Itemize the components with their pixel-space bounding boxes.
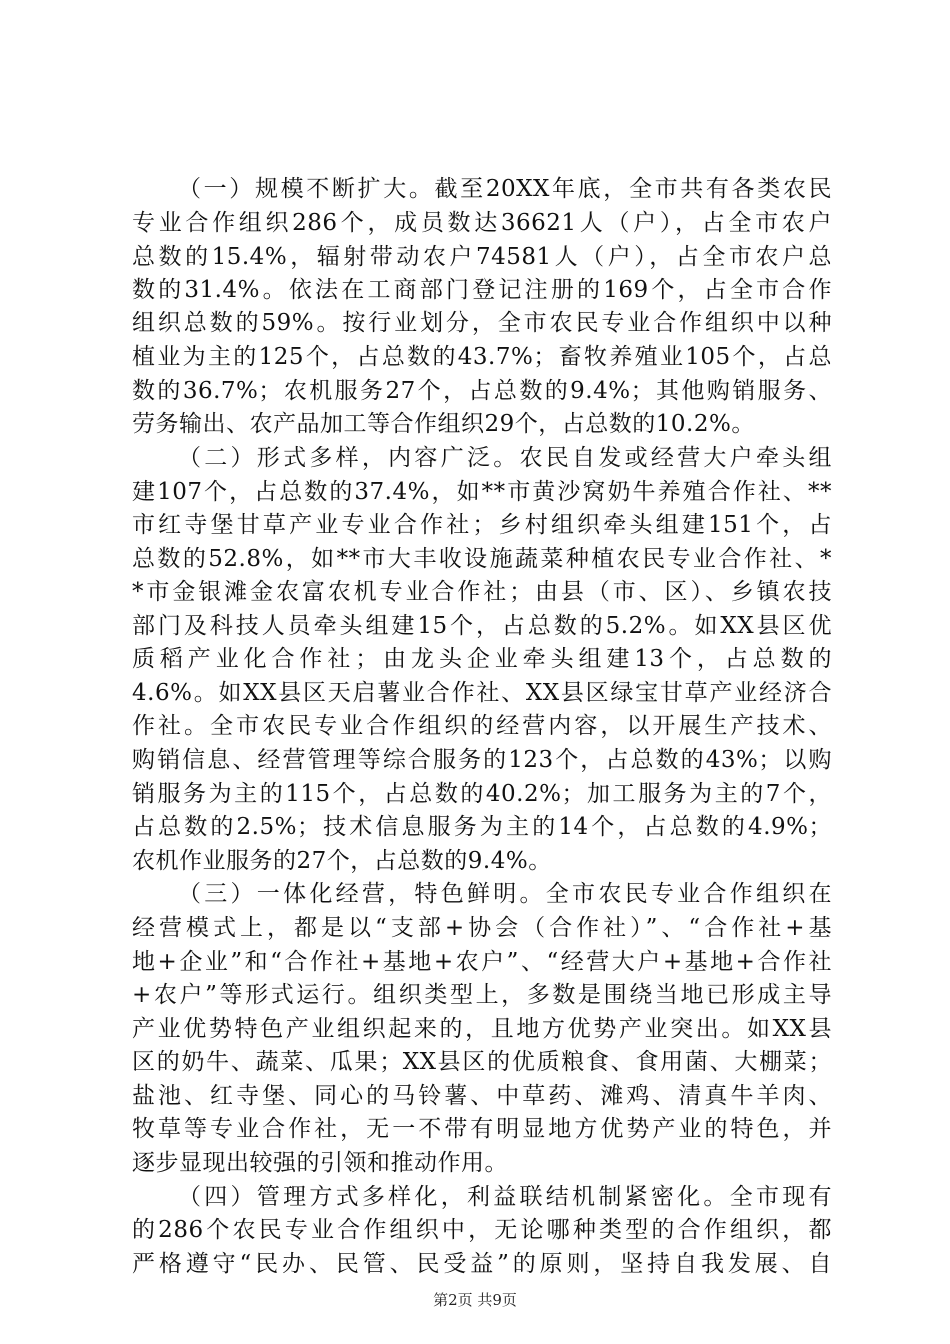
text-line: 数的36.7%；农机服务27个，占总数的9.4%；其他购销服务、 (132, 378, 832, 404)
text-line: 建107个，占总数的37.4%，如**市黄沙窝奶牛养殖合作社、** (132, 479, 832, 505)
page-footer: 第2页 共9页 (433, 1291, 517, 1309)
text-line: 组织总数的59%。按行业划分，全市农民专业合作组织中以种 (132, 310, 832, 336)
text-line: 区的奶牛、蔬菜、瓜果；XX县区的优质粮食、食用菌、大棚菜； (132, 1049, 832, 1075)
text-line: 产业优势特色产业组织起来的，且地方优势产业突出。如XX县 (132, 1016, 832, 1042)
text-line: 逐步显现出较强的引领和推动作用。 (132, 1150, 508, 1176)
text-line: 牧草等专业合作社，无一不带有明显地方优势产业的特色，并 (132, 1116, 832, 1142)
text-line: （二）形式多样，内容广泛。农民自发或经营大户牵头组 (178, 445, 832, 471)
text-line: 部门及科技人员牵头组建15个，占总数的5.2%。如XX县区优 (132, 613, 832, 639)
text-line: 质稻产业化合作社；由龙头企业牵头组建13个，占总数的 (132, 646, 832, 672)
text-line: 数的31.4%。依法在工商部门登记注册的169个，占全市合作 (132, 277, 832, 303)
text-line: 作社。全市农民专业合作组织的经营内容，以开展生产技术、 (132, 713, 832, 739)
text-line: 总数的52.8%，如**市大丰收设施蔬菜种植农民专业合作社、* (132, 546, 832, 572)
text-line: 总数的15.4%，辐射带动农户74581人（户），占全市农户总 (132, 244, 832, 270)
text-line: +农户”等形式运行。组织类型上，多数是围绕当地已形成主导 (132, 982, 832, 1008)
text-line: 植业为主的125个，占总数的43.7%；畜牧养殖业105个，占总 (132, 344, 832, 370)
text-line: *市金银滩金农富农机专业合作社；由县（市、区）、乡镇农技 (132, 579, 832, 605)
text-line: 农机作业服务的27个，占总数的9.4%。 (132, 848, 552, 874)
text-line: 经营模式上，都是以“支部+协会（合作社）”、“合作社+基 (132, 915, 832, 941)
text-line: 购销信息、经营管理等综合服务的123个，占总数的43%；以购 (132, 747, 832, 773)
text-line: 市红寺堡甘草产业专业合作社；乡村组织牵头组建151个，占 (132, 512, 832, 538)
text-line: （四）管理方式多样化，利益联结机制紧密化。全市现有 (178, 1184, 832, 1210)
text-line: 地+企业”和“合作社+基地+农户”、“经营大户+基地+合作社 (132, 949, 832, 975)
text-line: 专业合作组织286个，成员数达36621人（户），占全市农户 (132, 210, 832, 236)
text-line: 劳务输出、农产品加工等合作组织29个，占总数的10.2%。 (132, 411, 755, 437)
text-line: 严格遵守“民办、民管、民受益”的原则，坚持自我发展、自 (132, 1251, 832, 1277)
text-line: （三）一体化经营，特色鲜明。全市农民专业合作组织在 (178, 881, 832, 907)
text-line: 的286个农民专业合作组织中，无论哪种类型的合作组织，都 (132, 1217, 832, 1243)
text-line: 4.6%。如XX县区天启薯业合作社、XX县区绿宝甘草产业经济合 (132, 680, 832, 706)
text-line: 占总数的2.5%；技术信息服务为主的14个，占总数的4.9%； (132, 814, 832, 840)
text-line: 盐池、红寺堡、同心的马铃薯、中草药、滩鸡、清真牛羊肉、 (132, 1083, 832, 1109)
text-line: （一）规模不断扩大。截至20XX年底，全市共有各类农民 (178, 176, 832, 202)
text-line: 销服务为主的115个，占总数的40.2%；加工服务为主的7个， (132, 781, 832, 807)
